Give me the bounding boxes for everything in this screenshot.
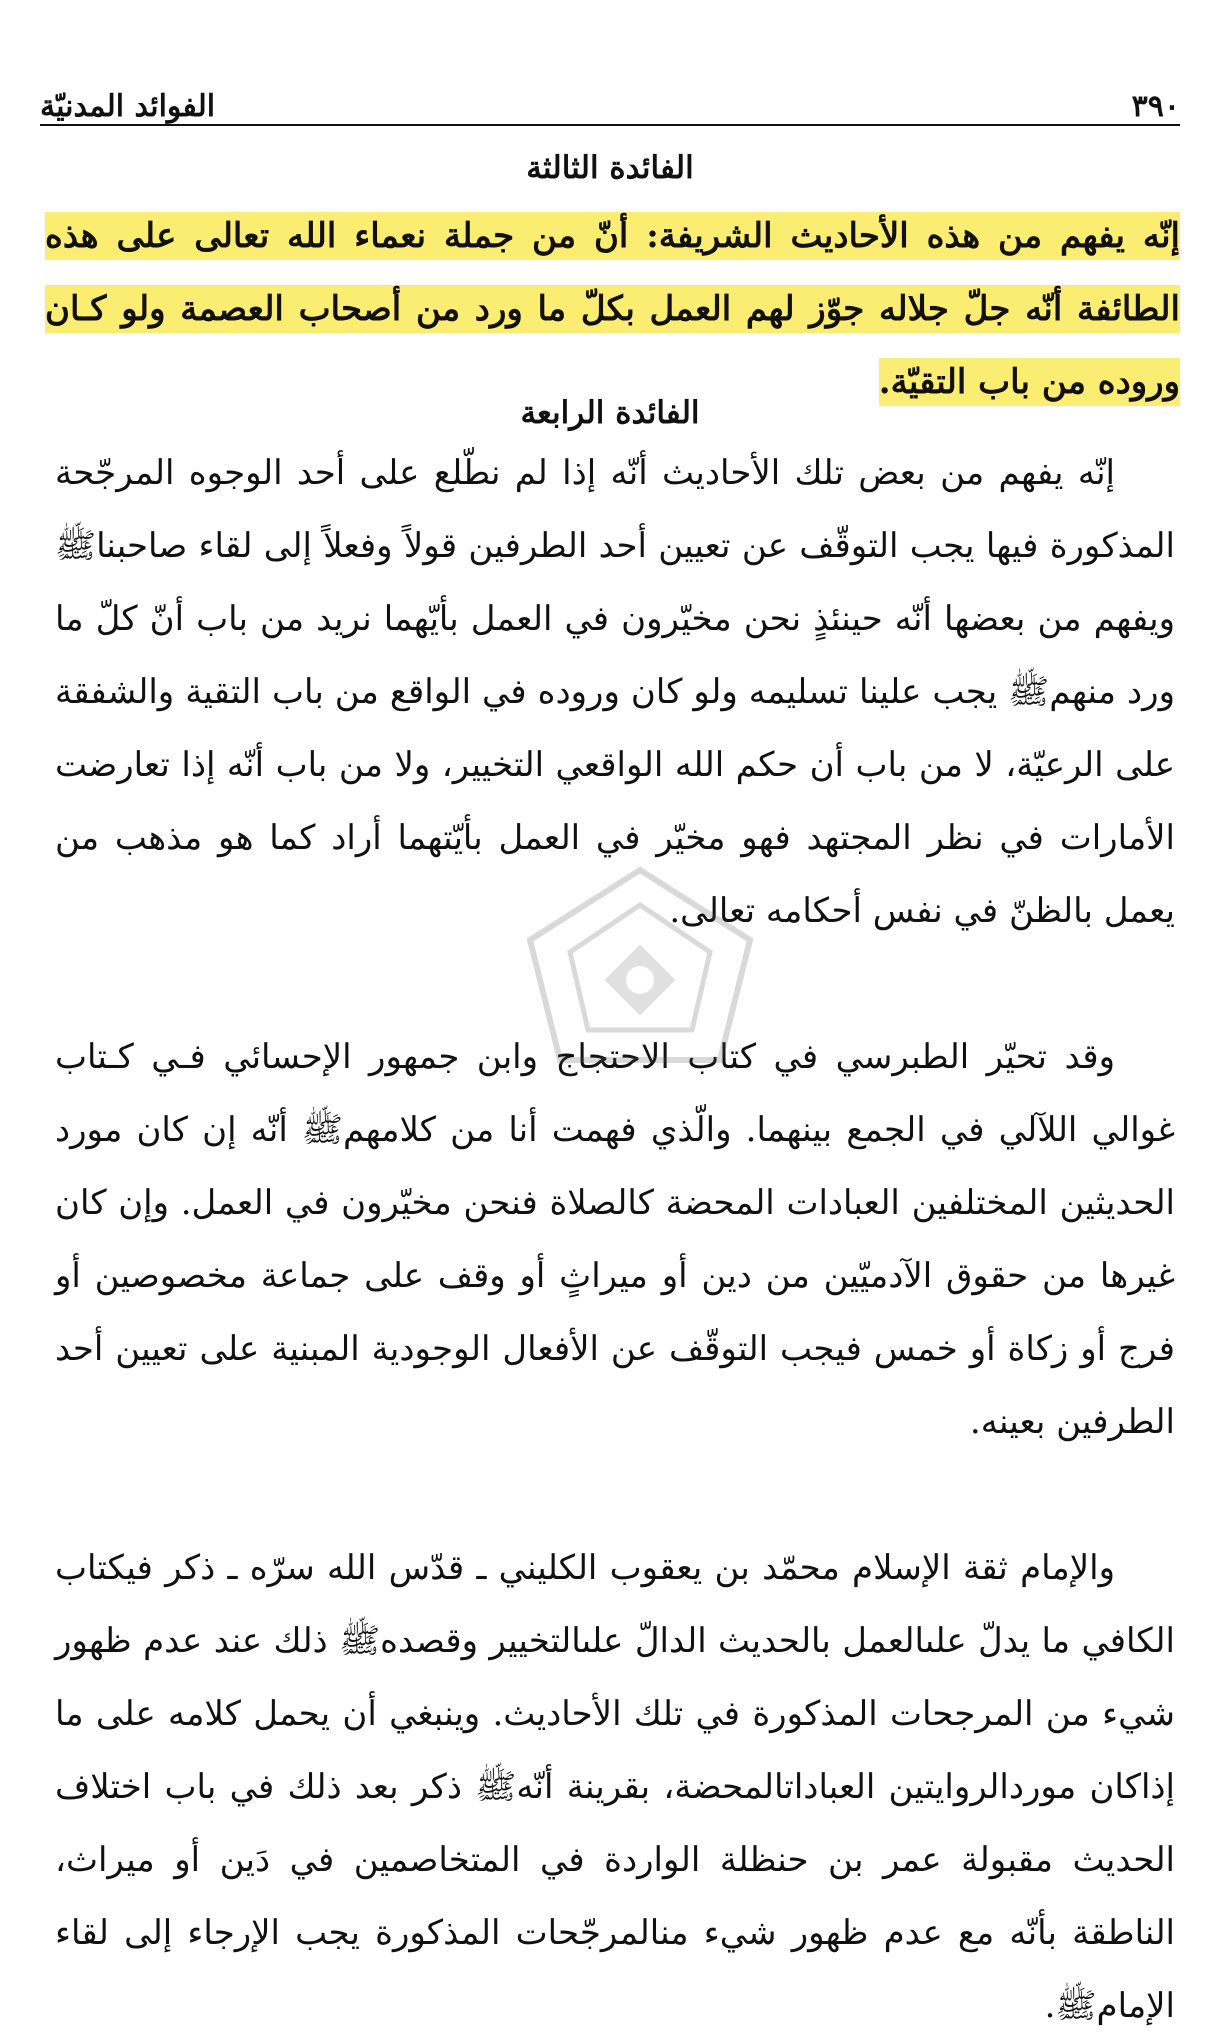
paragraph-1: إنّه يفهم من بعض تلك الأحاديث أنّه إذا لم نطّلع على أحد الوجوه المرجّحة المذكورة فيها يجب التوقّف عن تعيين أحد الطرفين قولاً وفعلاً إلى لقاء صاحبناﷺ ويفهم من بعضها أنّه حينئذٍ نحن مخيّرون في العمل بأيّهما نريد من باب أنّ كلّ ما ورد منهمﷺ يجب علينا تسليمه ولو كان وروده في الواقع من باب التقية والشفقة على الرعيّة، لا من باب أن حكم الله الواقعي التخيير، ولا من باب أنّه إذا تعارضت الأمارات في نظر المجتهد فهو مخيّر في العمل بأيّتهما أراد كما هو مذهب من يعمل بالظنّ في نفس أحكامه تعالى. (55, 453, 1175, 931)
header-divider (40, 124, 1180, 126)
section-heading-fourth: الفائدة الرابعة (520, 395, 700, 431)
paragraph-2: وقد تحيّر الطبرسي في كتاب الاحتجاج وابن جمهور الإحسائي فـي كـتاب غوالي اللآلي في الجمع بينهما. والّذي فهمت أنا من كلامهمﷺ أنّه إن كان مورد الحديثين المختلفين العبادات المحضة كالصلاة فنحن مخيّرون في العمل. وإن كان غيرها من حقوق الآدميّين من دين أو ميراثٍ أو وقف على جماعة مخصوصين أو فرج أو زكاة أو خمس فيجب التوقّف عن الأفعال الوجودية المبنية على تعيين أحد الطرفين بعينه. (55, 1037, 1175, 1442)
paragraph-3: والإمام ثقة الإسلام محمّد بن يعقوب الكليني ـ قدّس الله سرّه ـ ذكر فيكتاب الكافي ما يدلّ علىالعمل بالحديث الدالّ علىالتخيير وقصدهﷺ ذلك عند عدم ظهور شيء من المرجحات المذكورة في تلك الأحاديث. وينبغي أن يحمل كلامه على ما إذاكان موردالروايتين العباداتالمحضة، بقرينة أنّهﷺ ذكر بعد ذلك في باب اختلاف الحديث مقبولة عمر بن حنظلة الواردة في المتخاصمين في دَين أو ميراث، الناطقة بأنّه مع عدم ظهور شيء منالمرجّحات المذكورة يجب الإرجاء إلى لقاء الإمامﷺ. (55, 1548, 1175, 2026)
section-heading-third: الفائدة الثالثة (526, 150, 694, 186)
page-number: ٣٩٠ (1131, 89, 1180, 124)
book-title: الفوائد المدنيّة (40, 89, 216, 124)
running-header (40, 64, 1180, 124)
highlight-text: إنّه يفهم من هذه الأحاديث الشريفة: أنّ من جملة نعماء الله تعالى على هذه الطائفة أنّه جلّ جلاله جوّز لهم العمل بكلّ ما ورد من أصحاب العصمة ولو كـان وروده من باب التقيّة. (45, 212, 1180, 406)
highlighted-paragraph (45, 200, 1180, 419)
